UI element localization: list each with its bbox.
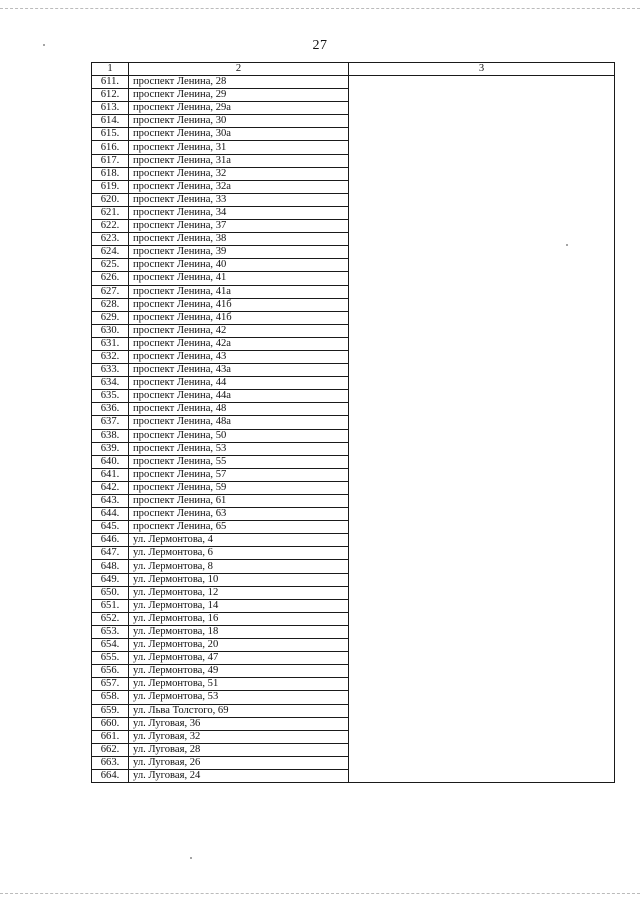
address-cell: ул. Луговая, 36 [129, 717, 349, 730]
row-number-cell: 620. [92, 193, 129, 206]
address-cell: проспект Ленина, 57 [129, 468, 349, 481]
row-number-cell: 662. [92, 743, 129, 756]
row-number-cell: 651. [92, 599, 129, 612]
row-number-cell: 623. [92, 233, 129, 246]
column-header-notes: 3 [349, 63, 615, 76]
row-number-cell: 629. [92, 311, 129, 324]
address-cell: проспект Ленина, 34 [129, 206, 349, 219]
row-number-cell: 652. [92, 612, 129, 625]
address-cell: ул. Лермонтова, 14 [129, 599, 349, 612]
address-cell: проспект Ленина, 33 [129, 193, 349, 206]
address-cell: проспект Ленина, 53 [129, 442, 349, 455]
row-number-cell: 621. [92, 206, 129, 219]
address-cell: ул. Лермонтова, 47 [129, 652, 349, 665]
address-cell: проспект Ленина, 41б [129, 298, 349, 311]
row-number-cell: 657. [92, 678, 129, 691]
address-cell: ул. Лермонтова, 49 [129, 665, 349, 678]
table-header-row [92, 63, 615, 76]
address-cell: проспект Ленина, 32 [129, 167, 349, 180]
address-cell: проспект Ленина, 43 [129, 350, 349, 363]
row-number-cell: 640. [92, 455, 129, 468]
table-body [92, 76, 615, 783]
row-number-cell: 619. [92, 180, 129, 193]
row-number-cell: 660. [92, 717, 129, 730]
address-cell: проспект Ленина, 43а [129, 364, 349, 377]
row-number-cell: 635. [92, 390, 129, 403]
column-header-address: 2 [129, 63, 349, 76]
address-cell: проспект Ленина, 38 [129, 233, 349, 246]
address-cell: проспект Ленина, 39 [129, 246, 349, 259]
address-cell: проспект Ленина, 59 [129, 481, 349, 494]
address-cell: проспект Ленина, 29а [129, 102, 349, 115]
address-table [91, 62, 615, 783]
row-number-cell: 612. [92, 89, 129, 102]
row-number-cell: 627. [92, 285, 129, 298]
row-number-cell: 659. [92, 704, 129, 717]
row-number-cell: 626. [92, 272, 129, 285]
row-number-cell: 663. [92, 756, 129, 769]
row-number-cell: 644. [92, 508, 129, 521]
address-cell: проспект Ленина, 30а [129, 128, 349, 141]
row-number-cell: 648. [92, 560, 129, 573]
address-cell: проспект Ленина, 42а [129, 337, 349, 350]
address-cell: проспект Ленина, 37 [129, 220, 349, 233]
row-number-cell: 614. [92, 115, 129, 128]
address-cell: ул. Луговая, 26 [129, 756, 349, 769]
row-number-cell: 641. [92, 468, 129, 481]
row-number-cell: 639. [92, 442, 129, 455]
row-number-cell: 642. [92, 481, 129, 494]
table-row [92, 76, 615, 89]
address-cell: ул. Лермонтова, 20 [129, 639, 349, 652]
row-number-cell: 650. [92, 586, 129, 599]
row-number-cell: 632. [92, 350, 129, 363]
address-cell: проспект Ленина, 41 [129, 272, 349, 285]
row-number-cell: 643. [92, 495, 129, 508]
address-cell: проспект Ленина, 48 [129, 403, 349, 416]
notes-column-empty [349, 76, 615, 783]
row-number-cell: 622. [92, 220, 129, 233]
row-number-cell: 633. [92, 364, 129, 377]
scan-bottom-edge [0, 893, 640, 894]
address-cell: проспект Ленина, 32а [129, 180, 349, 193]
address-cell: проспект Ленина, 30 [129, 115, 349, 128]
address-cell: проспект Ленина, 31 [129, 141, 349, 154]
column-header-number: 1 [92, 63, 129, 76]
address-cell: проспект Ленина, 40 [129, 259, 349, 272]
address-cell: проспект Ленина, 41а [129, 285, 349, 298]
address-cell: проспект Ленина, 42 [129, 324, 349, 337]
address-cell: проспект Ленина, 65 [129, 521, 349, 534]
address-cell: проспект Ленина, 29 [129, 89, 349, 102]
row-number-cell: 654. [92, 639, 129, 652]
row-number-cell: 630. [92, 324, 129, 337]
row-number-cell: 624. [92, 246, 129, 259]
address-cell: проспект Ленина, 61 [129, 495, 349, 508]
row-number-cell: 646. [92, 534, 129, 547]
row-number-cell: 628. [92, 298, 129, 311]
row-number-cell: 613. [92, 102, 129, 115]
address-cell: проспект Ленина, 63 [129, 508, 349, 521]
row-number-cell: 658. [92, 691, 129, 704]
scan-speck [190, 857, 192, 859]
address-cell: проспект Ленина, 50 [129, 429, 349, 442]
address-cell: ул. Луговая, 32 [129, 730, 349, 743]
address-cell: проспект Ленина, 41б [129, 311, 349, 324]
address-cell: ул. Лермонтова, 53 [129, 691, 349, 704]
row-number-cell: 618. [92, 167, 129, 180]
row-number-cell: 664. [92, 769, 129, 782]
page-number: 27 [312, 38, 328, 53]
row-number-cell: 645. [92, 521, 129, 534]
address-cell: ул. Луговая, 28 [129, 743, 349, 756]
row-number-cell: 649. [92, 573, 129, 586]
row-number-cell: 661. [92, 730, 129, 743]
address-cell: ул. Лермонтова, 18 [129, 625, 349, 638]
address-cell: ул. Лермонтова, 12 [129, 586, 349, 599]
row-number-cell: 634. [92, 377, 129, 390]
row-number-cell: 615. [92, 128, 129, 141]
row-number-cell: 617. [92, 154, 129, 167]
row-number-cell: 637. [92, 416, 129, 429]
row-number-cell: 647. [92, 547, 129, 560]
row-number-cell: 631. [92, 337, 129, 350]
row-number-cell: 611. [92, 76, 129, 89]
scan-top-edge [0, 8, 640, 9]
address-cell: ул. Лермонтова, 16 [129, 612, 349, 625]
address-cell: ул. Льва Толстого, 69 [129, 704, 349, 717]
address-cell: ул. Лермонтова, 10 [129, 573, 349, 586]
row-number-cell: 625. [92, 259, 129, 272]
address-cell: проспект Ленина, 55 [129, 455, 349, 468]
address-cell: проспект Ленина, 44 [129, 377, 349, 390]
row-number-cell: 656. [92, 665, 129, 678]
address-cell: проспект Ленина, 31а [129, 154, 349, 167]
address-cell: ул. Луговая, 24 [129, 769, 349, 782]
address-cell: ул. Лермонтова, 4 [129, 534, 349, 547]
address-cell: ул. Лермонтова, 6 [129, 547, 349, 560]
row-number-cell: 655. [92, 652, 129, 665]
address-cell: проспект Ленина, 44а [129, 390, 349, 403]
address-cell: ул. Лермонтова, 51 [129, 678, 349, 691]
address-cell: ул. Лермонтова, 8 [129, 560, 349, 573]
row-number-cell: 653. [92, 625, 129, 638]
row-number-cell: 638. [92, 429, 129, 442]
address-cell: проспект Ленина, 28 [129, 76, 349, 89]
address-cell: проспект Ленина, 48а [129, 416, 349, 429]
row-number-cell: 616. [92, 141, 129, 154]
row-number-cell: 636. [92, 403, 129, 416]
